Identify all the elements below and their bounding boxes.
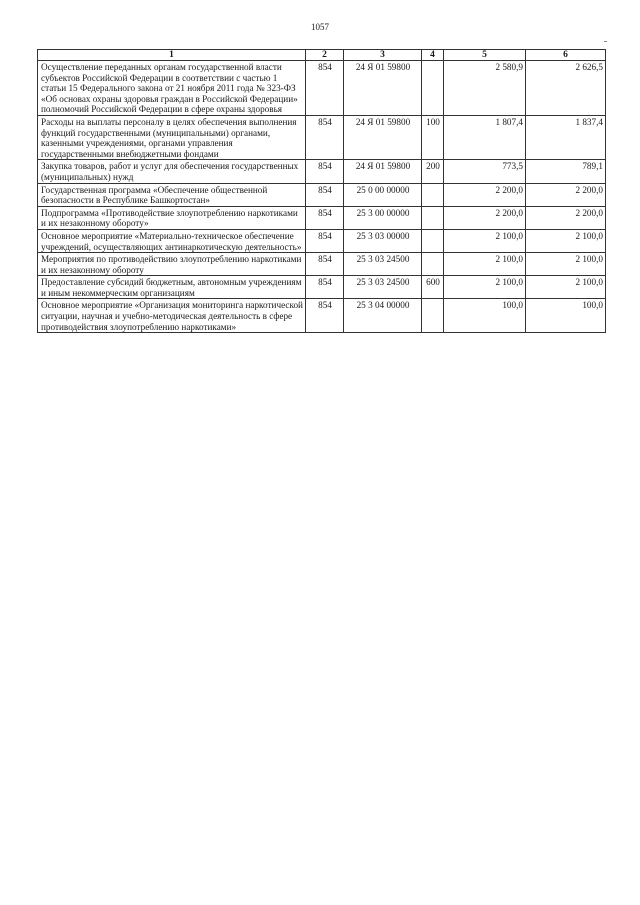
row-department-code: 854 xyxy=(306,276,344,299)
table-row xyxy=(38,183,606,206)
table-row xyxy=(38,276,606,299)
row-name: Расходы на выплаты персоналу в целях обеспечения выполнения функций государственными (муниципальными) органами, казенными учреждениями, органами управления государственными внебюджетными фондами xyxy=(38,115,306,159)
row-expense-type xyxy=(422,253,444,276)
row-expense-type: 600 xyxy=(422,276,444,299)
row-sum-year1: 2 100,0 xyxy=(444,229,526,252)
column-header: 1 xyxy=(38,50,306,61)
scan-artifact xyxy=(604,41,607,42)
row-department-code: 854 xyxy=(306,206,344,229)
row-target-article: 25 3 03 00000 xyxy=(344,229,422,252)
row-department-code: 854 xyxy=(306,183,344,206)
row-target-article: 25 3 00 00000 xyxy=(344,206,422,229)
row-expense-type xyxy=(422,206,444,229)
row-expense-type: 200 xyxy=(422,160,444,183)
row-department-code: 854 xyxy=(306,115,344,159)
row-department-code: 854 xyxy=(306,61,344,116)
table-header-row xyxy=(38,50,606,61)
row-name: Подпрограмма «Противодействие злоупотреблению наркотиками и их незаконному обороту» xyxy=(38,206,306,229)
row-expense-type: 100 xyxy=(422,115,444,159)
row-target-article: 25 3 04 00000 xyxy=(344,299,422,333)
column-header: 3 xyxy=(344,50,422,61)
column-header: 2 xyxy=(306,50,344,61)
table-row xyxy=(38,115,606,159)
row-expense-type xyxy=(422,61,444,116)
table-row xyxy=(38,160,606,183)
row-sum-year2: 2 626,5 xyxy=(526,61,606,116)
row-name: Мероприятия по противодействию злоупотреблению наркотиками и их незаконному обороту xyxy=(38,253,306,276)
row-sum-year1: 2 580,9 xyxy=(444,61,526,116)
row-sum-year2: 2 100,0 xyxy=(526,253,606,276)
row-sum-year1: 100,0 xyxy=(444,299,526,333)
row-sum-year2: 2 200,0 xyxy=(526,206,606,229)
table-row xyxy=(38,206,606,229)
row-department-code: 854 xyxy=(306,253,344,276)
row-target-article: 24 Я 01 59800 xyxy=(344,115,422,159)
row-expense-type xyxy=(422,229,444,252)
row-sum-year2: 2 100,0 xyxy=(526,276,606,299)
row-sum-year1: 1 807,4 xyxy=(444,115,526,159)
table-row xyxy=(38,61,606,116)
column-header: 6 xyxy=(526,50,606,61)
row-sum-year2: 100,0 xyxy=(526,299,606,333)
column-header: 4 xyxy=(422,50,444,61)
table-row xyxy=(38,229,606,252)
row-sum-year2: 789,1 xyxy=(526,160,606,183)
row-target-article: 25 3 03 24500 xyxy=(344,276,422,299)
row-department-code: 854 xyxy=(306,229,344,252)
column-header: 5 xyxy=(444,50,526,61)
row-sum-year1: 2 200,0 xyxy=(444,183,526,206)
row-name: Основное мероприятие «Материально-техническое обеспечение учреждений, осуществляющих антинаркотическую деятельность» xyxy=(38,229,306,252)
row-target-article: 25 0 00 00000 xyxy=(344,183,422,206)
row-sum-year2: 2 200,0 xyxy=(526,183,606,206)
budget-table xyxy=(37,49,606,333)
row-sum-year1: 2 100,0 xyxy=(444,253,526,276)
row-expense-type xyxy=(422,183,444,206)
row-target-article: 24 Я 01 59800 xyxy=(344,61,422,116)
row-expense-type xyxy=(422,299,444,333)
table-row xyxy=(38,253,606,276)
row-name: Государственная программа «Обеспечение общественной безопасности в Республике Башкортостан» xyxy=(38,183,306,206)
row-sum-year1: 2 200,0 xyxy=(444,206,526,229)
row-sum-year2: 2 100,0 xyxy=(526,229,606,252)
row-name: Предоставление субсидий бюджетным, автономным учреждениям и иным некоммерческим организациям xyxy=(38,276,306,299)
row-target-article: 24 Я 01 59800 xyxy=(344,160,422,183)
row-sum-year1: 2 100,0 xyxy=(444,276,526,299)
row-sum-year1: 773,5 xyxy=(444,160,526,183)
row-target-article: 25 3 03 24500 xyxy=(344,253,422,276)
page-number: 1057 xyxy=(311,22,329,32)
row-name: Осуществление переданных органам государственной власти субъектов Российской Федерации в соответствии с частью 1 статьи 15 Федерального закона от 21 ноября 2011 года № 323-ФЗ «Об основах охраны здоровья граждан в Российской Федерации» полномочий Российской Федерации в сфере охраны здоровья xyxy=(38,61,306,116)
row-department-code: 854 xyxy=(306,160,344,183)
table-row xyxy=(38,299,606,333)
row-sum-year2: 1 837,4 xyxy=(526,115,606,159)
row-name: Закупка товаров, работ и услуг для обеспечения государственных (муниципальных) нужд xyxy=(38,160,306,183)
row-department-code: 854 xyxy=(306,299,344,333)
row-name: Основное мероприятие «Организация мониторинга наркотической ситуации, научная и учебно-методическая деятельность в сфере противодействия злоупотреблению наркотиками» xyxy=(38,299,306,333)
